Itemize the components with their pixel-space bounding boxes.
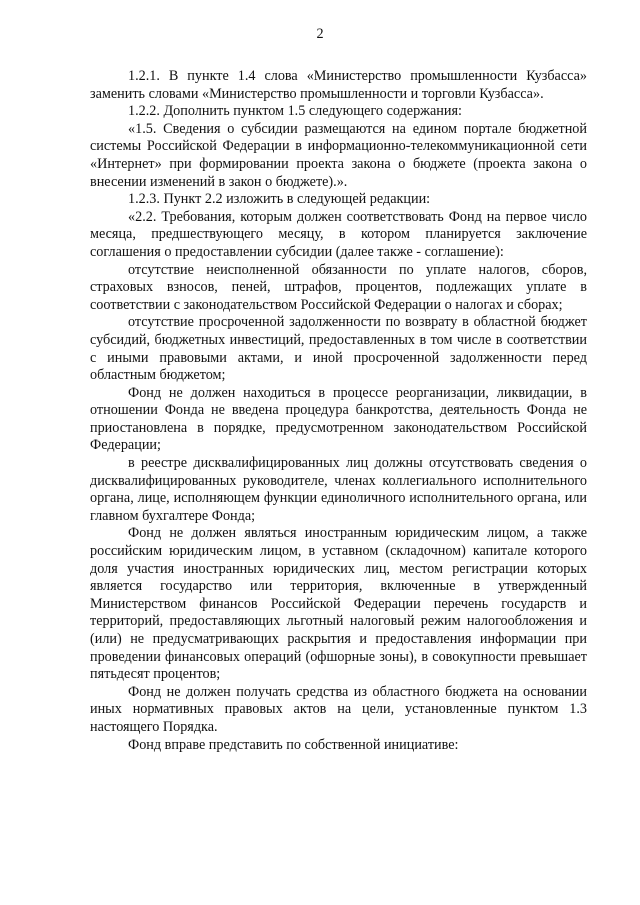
paragraph-tax-arrears: отсутствие неисполненной обязанности по уплате налогов, сборов, страховых взносов, пеней, штрафов, процентов, подлежащих уплате в соответствии с законодательством Российской Федерации о налогах и сборах; [90,261,587,313]
paragraph-reorganization: Фонд не должен находиться в процессе реорганизации, ликвидации, в отношении Фонда не введена процедура банкротства, деятельность Фонда не приостановлена в порядке, предусмотренном законодательством Российской Федерации; [90,384,587,454]
page-number: 2 [316,26,324,42]
paragraph-disqualified-persons: в реестре дисквалифицированных лиц должны отсутствовать сведения о дисквалифицированных руководителе, членах коллегиального исполнительного органа, лице, исполняющем функции единоличного исполнительного органа, или главном бухгалтере Фонда; [90,455,587,524]
paragraph-1-2-1: 1.2.1. В пункте 1.4 слова «Министерство промышленности Кузбасса» заменить словами «Министерство промышленности и торговли Кузбасса». [90,68,587,102]
paragraph-1-2-2: 1.2.2. Дополнить пунктом 1.5 следующего содержания: [128,103,462,120]
paragraph-own-initiative: Фонд вправе представить по собственной инициативе: [128,736,459,753]
paragraph-1-5: «1.5. Сведения о субсидии размещаются на едином портале бюджетной системы Российской Федерации в информационно-телекоммуникационной сети «Интернет» при формировании проекта закона о бюджете (проекта закона о внесении изменений в закон о бюджете).». [90,120,587,190]
paragraph-budget-arrears: отсутствие просроченной задолженности по возврату в областной бюджет субсидий, бюджетных инвестиций, предоставленных в том числе в соответствии с иными правовыми актами, и иной просроченной задолженности перед областным бюджетом; [90,314,587,384]
paragraph-2-2: «2.2. Требования, которым должен соответствовать Фонд на первое число месяца, предшествующего месяцу, в котором планируется заключение соглашения о предоставлении субсидии (далее также - соглашение): [90,208,587,260]
paragraph-foreign-entity: Фонд не должен являться иностранным юридическим лицом, а также российским юридическим лицом, в уставном (складочном) капитале которого доля участия иностранных юридических лиц, местом регистрации которых является государство или территория, включенные в утвержденный Министерством финансов Российской Федерации перечень государств и территорий, предоставляющих льготный налоговый режим налогообложения и (или) не предусматривающих раскрытия и предоставления информации при проведении финансовых операций (офшорные зоны), в совокупности превышает пятьдесят процентов; [90,525,587,683]
paragraph-1-2-3: 1.2.3. Пункт 2.2 изложить в следующей редакции: [128,191,431,208]
document-body [90,68,587,754]
paragraph-other-funding: Фонд не должен получать средства из областного бюджета на основании иных нормативных правовых актов на цели, установленные пунктом 1.3 настоящего Порядка. [90,683,587,735]
